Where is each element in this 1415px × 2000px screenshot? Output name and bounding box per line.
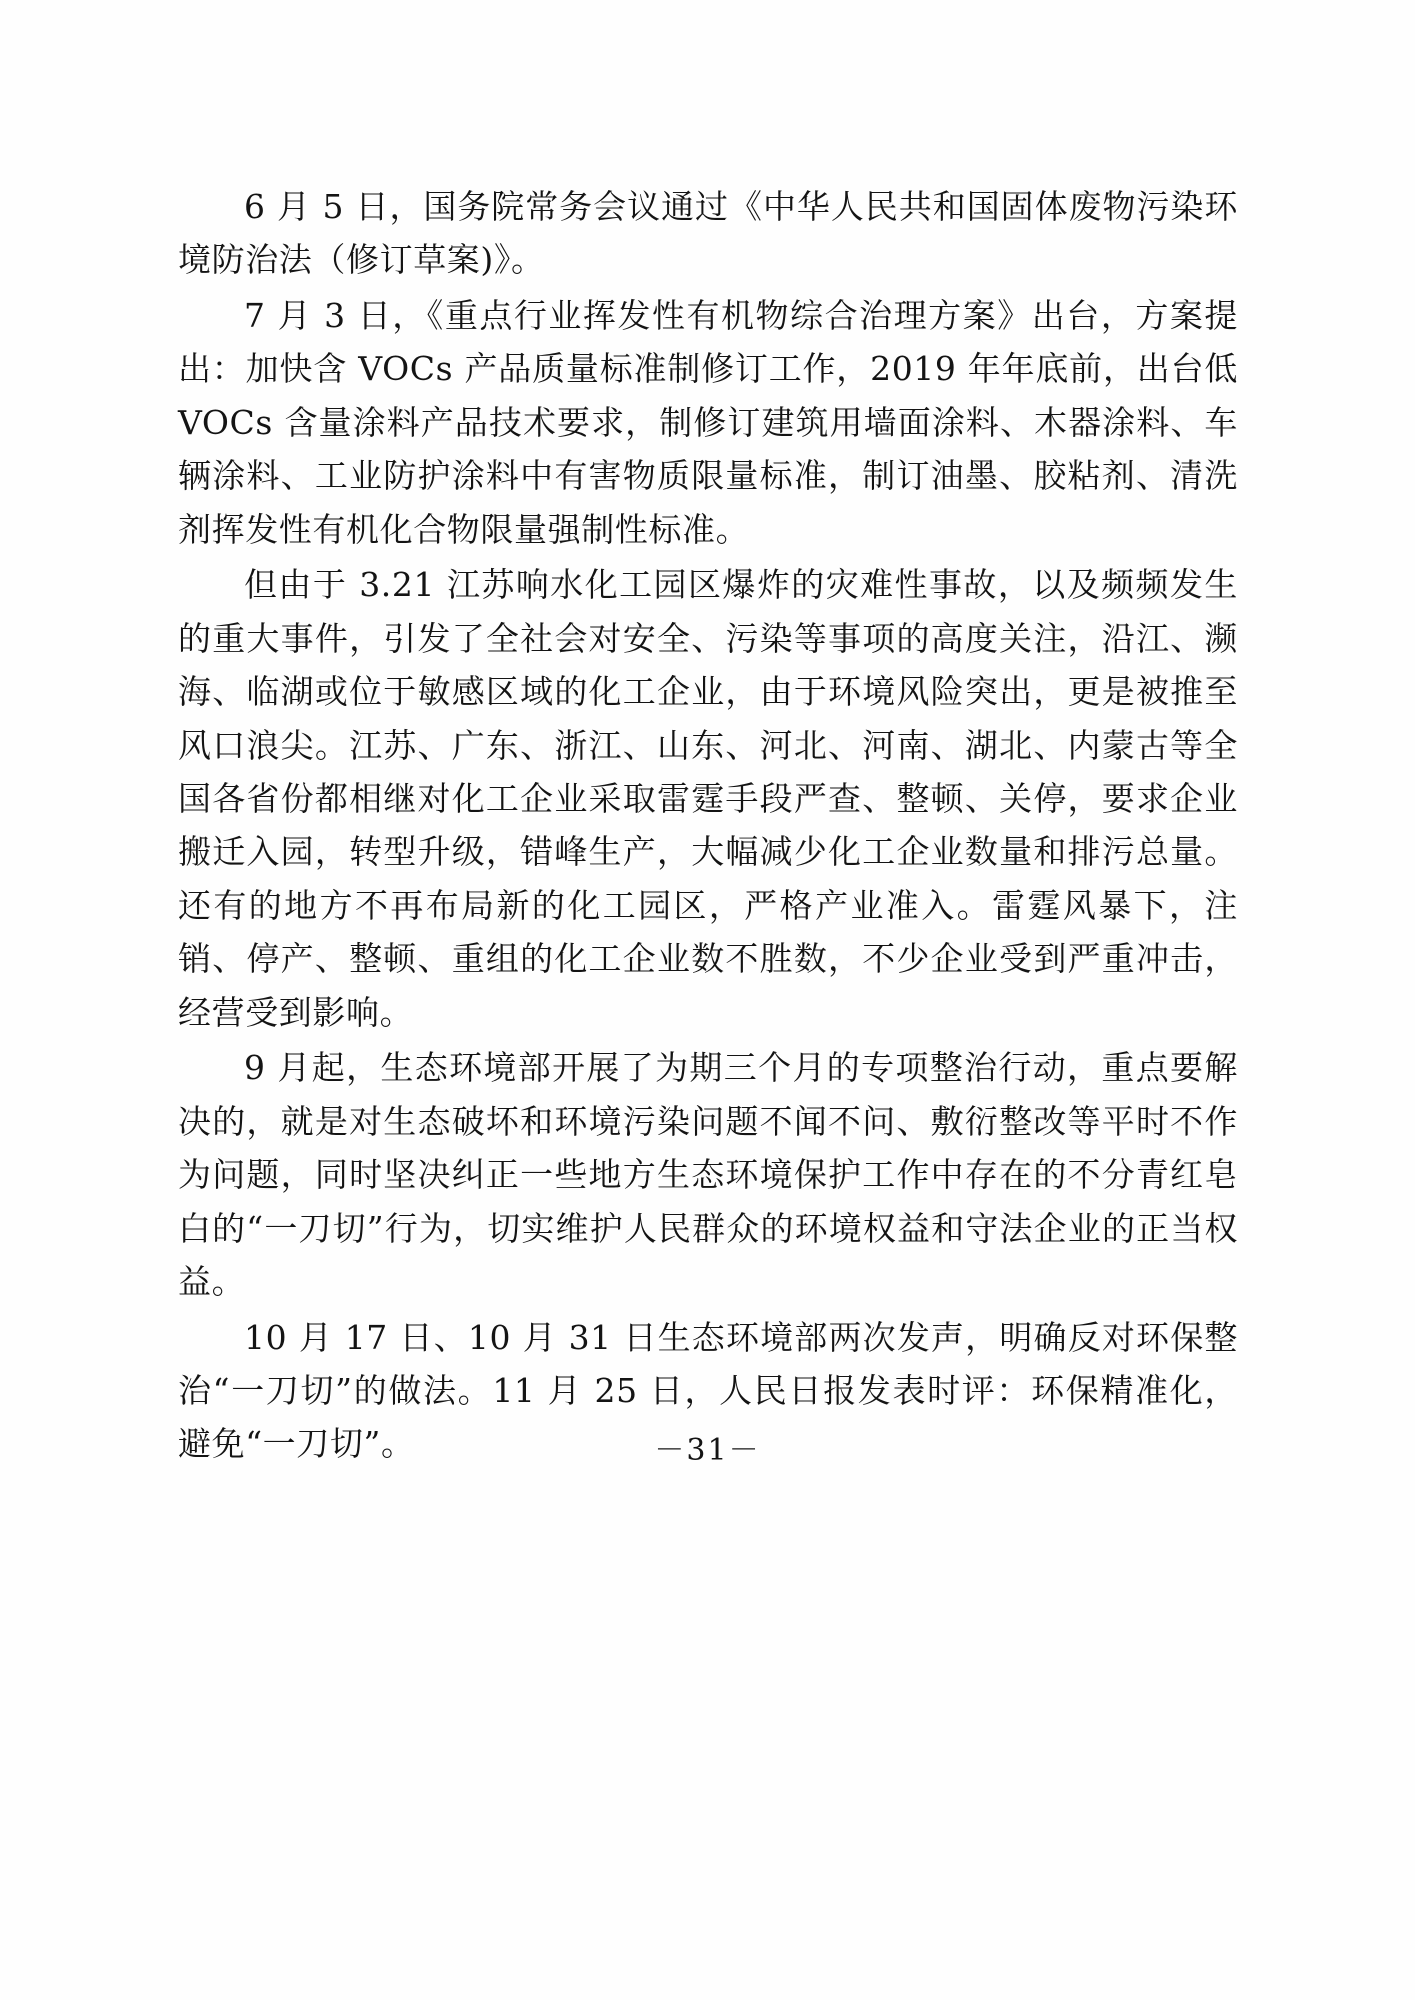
page-number: －31－ <box>654 1433 761 1468</box>
paragraph: 7 月 3 日，《重点行业挥发性有机物综合治理方案》出台，方案提出：加快含 VOCs 产品质量标准制修订工作，2019 年年底前，出台低 VOCs 含量涂料产品技术要求，制修订建筑用墙面涂料、木器涂料、车辆涂料、工业防护涂料中有害物质限量标准，制订油墨、胶粘剂、清洗剂挥发性有机化合物限量强制性标准。 <box>178 295 1238 549</box>
paragraph: 6 月 5 日，国务院常务会议通过《中华人民共和国固体废物污染环境防治法（修订草案)》。 <box>178 187 1238 280</box>
paragraph: 9 月起，生态环境部开展了为期三个月的专项整治行动，重点要解决的，就是对生态破坏和环境污染问题不闻不问、敷衍整改等平时不作为问题，同时坚决纠正一些地方生态环境保护工作中存在的不分青红皂白的“一刀切”行为，切实维护人民群众的环境权益和守法企业的正当权益。 <box>178 1048 1238 1302</box>
page-body <box>178 180 1238 1473</box>
paragraph: 但由于 3.21 江苏响水化工园区爆炸的灾难性事故，以及频频发生的重大事件，引发了全社会对安全、污染等事项的高度关注，沿江、濒海、临湖或位于敏感区域的化工企业，由于环境风险突出，更是被推至风口浪尖。江苏、广东、浙江、山东、河北、河南、湖北、内蒙古等全国各省份都相继对化工企业采取雷霆手段严查、整顿、关停，要求企业搬迁入园，转型升级，错峰生产，大幅减少化工企业数量和排污总量。还有的地方不再布局新的化工园区，严格产业准入。雷霆风暴下，注销、停产、整顿、重组的化工企业数不胜数，不少企业受到严重冲击，经营受到影响。 <box>178 565 1238 1032</box>
paragraph: 10 月 17 日、10 月 31 日生态环境部两次发声，明确反对环保整治“一刀切”的做法。11 月 25 日，人民日报发表时评：环保精准化，避免“一刀切”。 <box>178 1317 1238 1464</box>
